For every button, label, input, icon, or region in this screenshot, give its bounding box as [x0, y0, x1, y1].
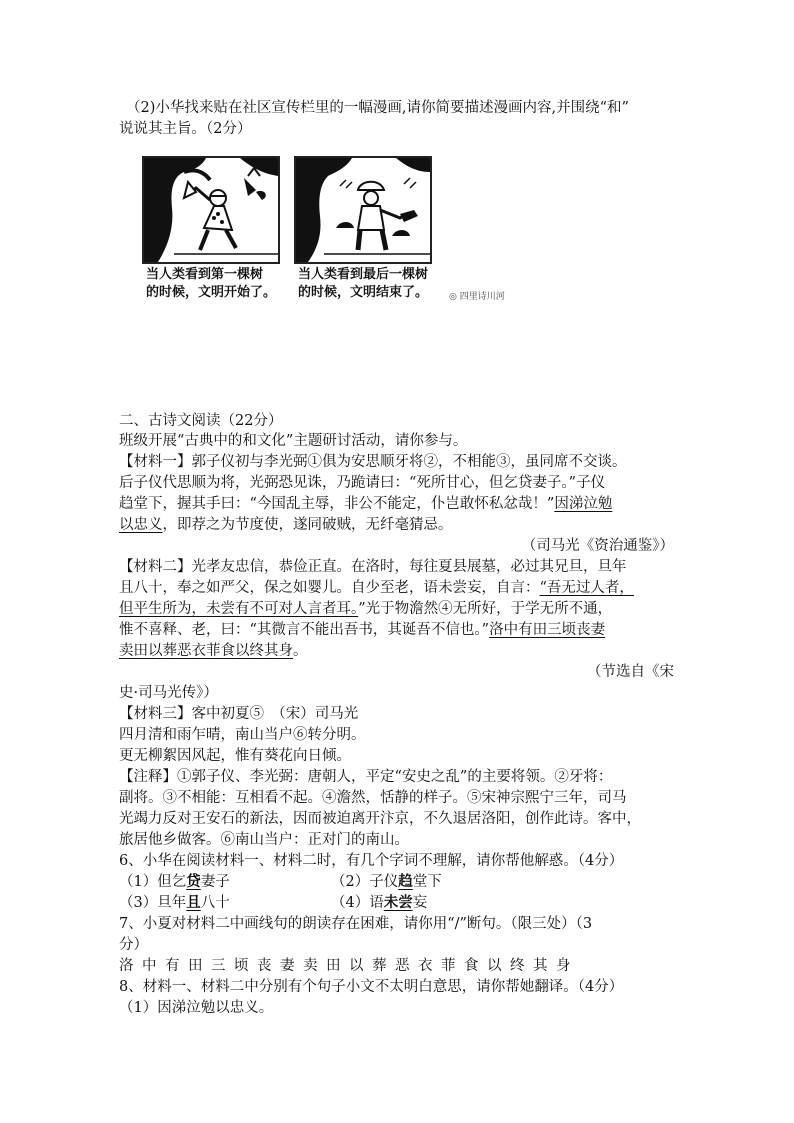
material1-line4	[119, 515, 453, 535]
q6-item3	[119, 893, 230, 913]
q6-item4-pre: （4）语	[331, 895, 384, 911]
q2-line2: 说说其主旨。（2分）	[119, 121, 252, 137]
comic-caption-right-1: 当人类看到最后一棵树	[298, 267, 429, 282]
comic-caption-left-1: 当人类看到第一棵树	[146, 267, 264, 282]
material3-title-line	[119, 704, 358, 724]
notes-line4: 旅居他乡做客。⑥南山当户：正对门的南山。	[119, 832, 409, 848]
section-intro: 班级开展“古典中的和文化”主题研讨活动，请你参与。	[119, 433, 468, 449]
q2-line1: （2)小华找来贴在社区宣传栏里的一幅漫画,请你简要描述漫画内容,并围绕“和”	[126, 100, 629, 116]
q6-item3-pre: （3）旦年	[119, 895, 187, 911]
comic-last-tree-illustration	[296, 158, 430, 262]
material1-line1	[119, 452, 627, 472]
material3-poem-title: 客中初夏⑤ （宋）司马光	[191, 706, 359, 722]
section-title: 二、古诗文阅读（22分）	[119, 413, 283, 429]
material2-text-3: ”光于物澹然④无所好，于学无所不通，	[358, 601, 613, 617]
notes-line3: 光竭力反对王安石的新法，因而被迫离开汴京，不久退居洛阳，创作此诗。客中，	[119, 811, 641, 827]
q6-item4	[331, 893, 427, 913]
q6-item4-key: 未尝	[383, 894, 413, 911]
material1-text-1: 郭子仪初与李光弼①俱为安思顺牙将②，不相能③，虽同席不交谈。	[191, 454, 627, 470]
q8-item1: （1）因涕泣勉以忠义。	[119, 1000, 274, 1016]
watermark	[449, 289, 505, 302]
notes-label: 【注释】	[119, 769, 177, 785]
q6-item2-pre: （2）子仪	[331, 874, 399, 890]
poem-line1: 四月清和雨乍晴，南山当户⑥转分明。	[119, 727, 366, 743]
q6-item2-post: 堂下	[412, 874, 442, 890]
q7-text: 洛中有田三顷丧妻卖田以葬恶衣菲食以终其身	[119, 958, 579, 974]
poem-line2: 更无柳絮因风起，惟有葵花向日倾。	[119, 748, 351, 764]
material2-line4	[119, 620, 605, 640]
material2-text-1: 光孝友忠信，恭俭正直。在洛时，每往夏县展墓，必过其兄旦，旦年	[191, 559, 627, 575]
material2-text-2: 且八十，奉之如严父，保之如婴儿。自少至老，语未尝妄，自言：	[119, 580, 540, 596]
notes-text-1: ①郭子仪、李光弼：唐朝人，平定“安史之乱”的主要将领。②牙将：	[177, 769, 613, 785]
comic-caption-right-2: 的时候，文明结束了。	[298, 285, 429, 300]
material1-underlined-b: 以忠义	[119, 517, 163, 533]
material2-text-4: 惟不喜释、老，曰：“其微言不能出吾书，其诞吾不信也。”	[119, 622, 490, 638]
material1-text-4: ，即荐之为节度使，遂同破贼，无纤毫猜忌。	[162, 517, 453, 533]
material1-line3	[119, 494, 612, 514]
notes-line2: 副将。③不相能：互相看不起。④澹然，恬静的样子。⑤宋神宗熙宁三年，司马	[119, 790, 627, 806]
material2-source-1: （节选自《宋	[587, 664, 674, 680]
material2-source-2: 史·司马光传》）	[119, 685, 218, 701]
material1-label: 【材料一】	[119, 454, 192, 470]
q6-item2-key: 趋	[398, 873, 413, 890]
material2-text-5: 。	[293, 643, 308, 659]
material2-underlined-c: 洛中有田三顷丧妻	[489, 622, 606, 638]
material2-line1	[119, 557, 627, 577]
comic-panel-first-tree	[142, 156, 280, 264]
wechat-icon: ◎	[449, 292, 457, 302]
q6-item3-post: 八十	[200, 895, 230, 911]
comic-caption-left-2: 的时候，文明开始了。	[146, 285, 277, 300]
q7-stem-1: 7、小夏对材料二中画线句的朗读存在困难，请你用“/”断句。（限三处）（3	[119, 916, 593, 932]
q8-stem: 8、材料一、材料二中分别有个句子小文不太明白意思，请你帮她翻译。（4分）	[119, 979, 624, 995]
q6-item1	[119, 872, 230, 892]
material2-underlined-b: 但平生所为，未尝有不可对人言者耳。	[119, 601, 359, 617]
q6-item1-pre: （1）但乞	[119, 874, 187, 890]
material3-label: 【材料三】	[119, 706, 192, 722]
q6-item1-key: 贷	[186, 873, 201, 890]
material2-line2	[119, 578, 634, 598]
q6-stem: 6、小华在阅读材料一、材料二时，有几个字词不理解，请你帮他解惑。（4分）	[119, 853, 624, 869]
notes-line1	[119, 767, 612, 787]
material2-underlined-a: “吾无过人者，	[539, 580, 634, 596]
q7-stem-2: 分）	[119, 937, 148, 953]
q6-item2	[331, 872, 442, 892]
watermark-text: 四里诗川河	[459, 292, 505, 302]
material2-underlined-d: 卖田以葬恶衣菲食以终其身	[119, 643, 293, 659]
q6-item3-key: 且	[186, 894, 201, 911]
material2-line5	[119, 641, 308, 661]
material1-line2: 后子仪代思顺为将，光弼恐见诛，乃跪请曰：“死所甘心，但乞贷妻子。”子仪	[119, 475, 606, 491]
comic-first-tree-illustration	[144, 158, 278, 262]
material2-line3	[119, 599, 612, 619]
material1-text-3: 趋堂下，握其手曰：“今国乱主辱，非公不能定，仆岂敢怀私忿哉！”	[119, 496, 555, 512]
material1-underlined-a: 因涕泣勉	[554, 496, 613, 512]
material1-source: （司马光《资治通鉴》）	[521, 538, 674, 554]
q6-item4-post: 妄	[412, 895, 428, 911]
comic-panel-last-tree	[294, 156, 432, 264]
q6-item1-post: 妻子	[200, 874, 230, 890]
material2-label: 【材料二】	[119, 559, 192, 575]
